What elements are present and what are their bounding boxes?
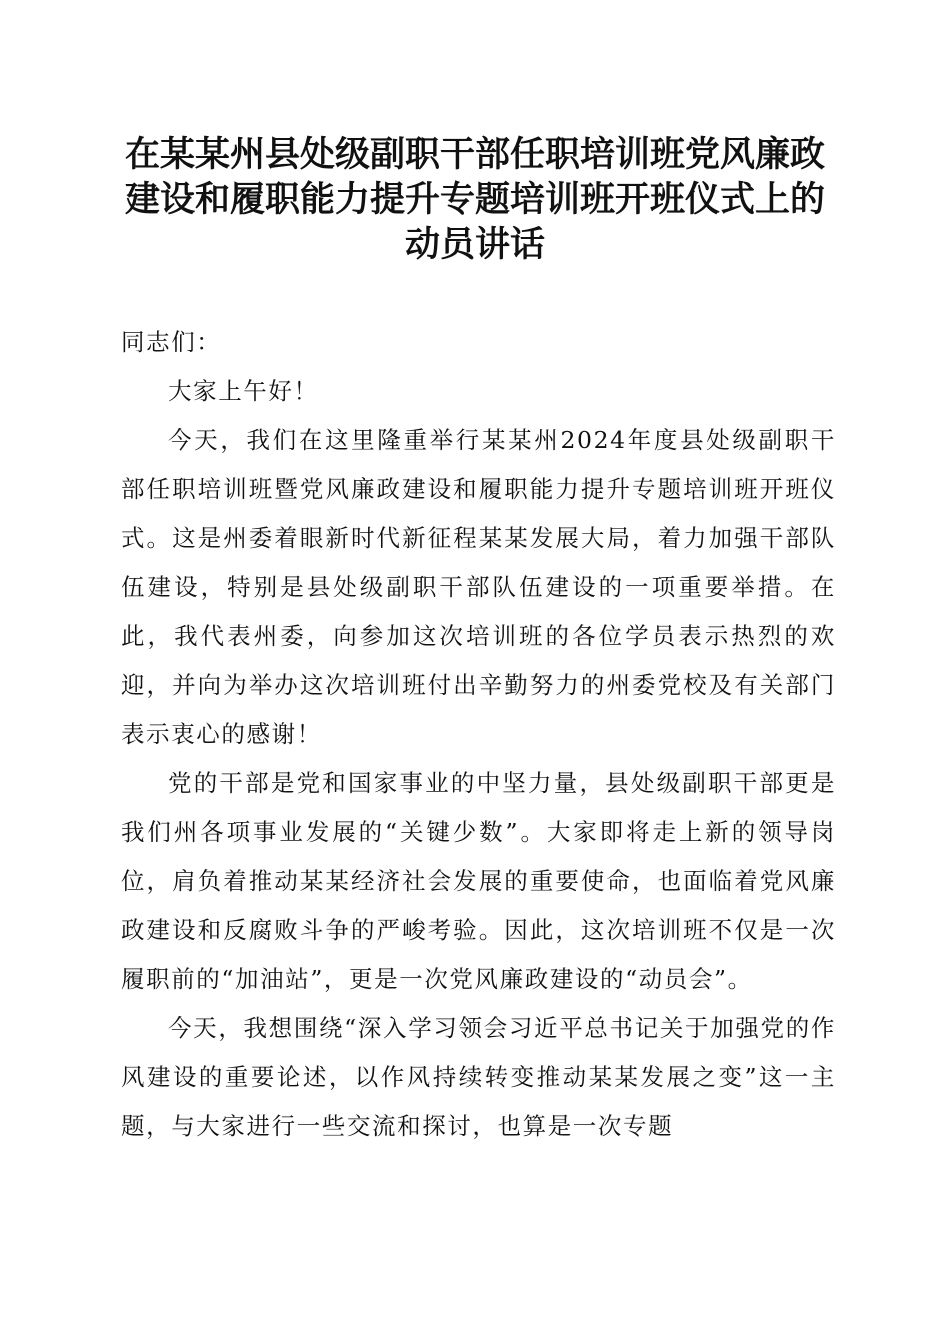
title-line-3: 动员讲话 <box>404 224 545 265</box>
salutation: 同志们： <box>121 328 222 356</box>
paragraph-theme: 今天，我想围绕“深入学习领会习近平总书记关于加强党的作风建设的重要论述，以作风持续转变推动某某发展之变”这一主题，与大家进行一些交流和探讨，也算是一次专题 <box>121 1014 836 1140</box>
paragraph-key-cadres: 党的干部是党和国家事业的中坚力量，县处级副职干部更是我们州各项事业发展的“关键少数”。大家即将走上新的领导岗位，肩负着推动某某经济社会发展的重要使命，也面临着党风廉政建设和反腐败斗争的严峻考验。因此，这次培训班不仅是一次履职前的“加油站”，更是一次党风廉政建设的“动员会”。 <box>121 769 836 993</box>
document-title <box>100 132 850 267</box>
paragraph-opening: 今天，我们在这里隆重举行某某州2024年度县处级副职干部任职培训班暨党风廉政建设和履职能力提升专题培训班开班仪式。这是州委着眼新时代新征程某某发展大局，着力加强干部队伍建设，特别是县处级副职干部队伍建设的一项重要举措。在此，我代表州委，向参加这次培训班的各位学员表示热烈的欢迎，并向为举办这次培训班付出辛勤努力的州委党校及有关部门表示衷心的感谢！ <box>121 426 836 748</box>
title-line-1: 在某某州县处级副职干部任职培训班党风廉政 <box>124 134 825 175</box>
title-line-2: 建设和履职能力提升专题培训班开班仪式上的 <box>124 179 825 220</box>
paragraph-greeting: 大家上午好！ <box>168 377 319 405</box>
document-body <box>121 318 836 1151</box>
